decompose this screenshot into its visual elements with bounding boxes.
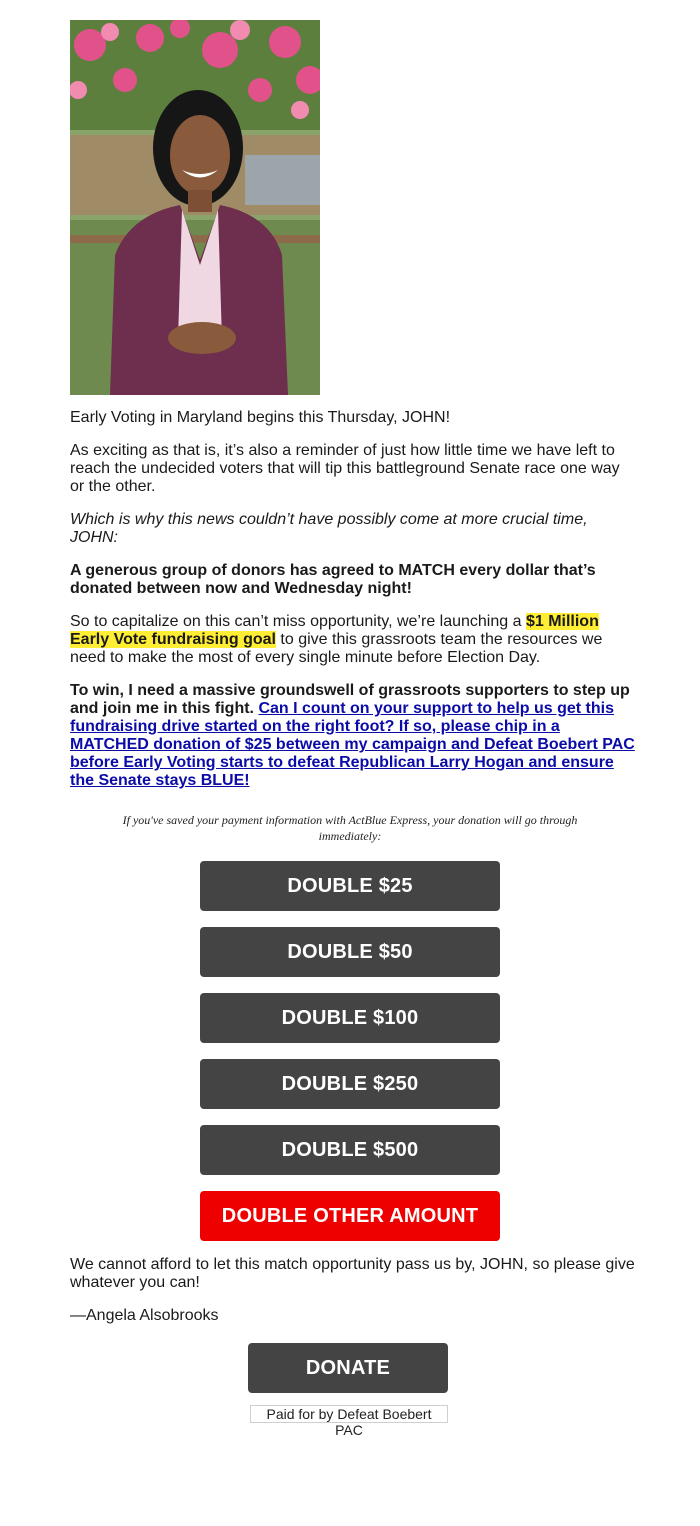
capitalize-paragraph <box>70 613 635 667</box>
closing-section <box>70 1256 635 1340</box>
actblue-disclaimer: If you've saved your payment information with ActBlue Express, your donation will go through immediately: <box>122 813 578 843</box>
donate-button[interactable]: DONATE <box>248 1343 448 1393</box>
double-25-button[interactable]: DOUBLE $25 <box>200 861 500 911</box>
to-win-paragraph <box>70 682 635 790</box>
which-is-why-text: Which is why this news couldn’t have possibly come at more crucial time, JOHN: <box>70 511 588 546</box>
closing-message: We cannot afford to let this match opportunity pass us by, JOHN, so please give whatever you can! <box>70 1256 635 1291</box>
paid-for-disclaimer: Paid for by Defeat Boebert PAC <box>250 1405 448 1423</box>
double-250-button[interactable]: DOUBLE $250 <box>200 1059 500 1109</box>
candidate-photo <box>70 20 320 395</box>
double-other-amount-button[interactable]: DOUBLE OTHER AMOUNT <box>200 1191 500 1241</box>
candidate-portrait-image <box>70 20 320 395</box>
double-50-button[interactable]: DOUBLE $50 <box>200 927 500 977</box>
matched-donation-link[interactable]: Can I count on your support to help us get this fundraising drive started on the right foot? If so, please chip in a MATCHED donation of $25 between my campaign and Defeat Boebert PAC before Early Voting starts to defeat Republican Larry Hogan and ensure the Senate stays BLUE! <box>70 700 635 789</box>
early-voting-text: Early Voting in Maryland begins this Thursday, JOHN! <box>70 409 451 426</box>
donors-match-text: A generous group of donors has agreed to MATCH every dollar that’s donated between now and Wednesday night! <box>70 562 596 597</box>
goal-highlight: $1 Million Early Vote fundraising goal <box>70 613 599 648</box>
capitalize-text-before: So to capitalize on this can’t miss opportunity, we’re launching a <box>70 613 526 630</box>
email-body <box>70 409 635 805</box>
capitalize-text-after: to give this grassroots team the resources we need to make the most of every single minute before Election Day. <box>70 631 603 666</box>
signature: —Angela Alsobrooks <box>70 1307 219 1324</box>
to-win-text: To win, I need a massive groundswell of grassroots supporters to step up and join me in this fight. <box>70 682 630 717</box>
double-100-button[interactable]: DOUBLE $100 <box>200 993 500 1043</box>
exciting-text: As exciting as that is, it’s also a reminder of just how little time we have left to reach the undecided voters that will tip this battleground Senate race one way or the other. <box>70 442 620 495</box>
double-500-button[interactable]: DOUBLE $500 <box>200 1125 500 1175</box>
